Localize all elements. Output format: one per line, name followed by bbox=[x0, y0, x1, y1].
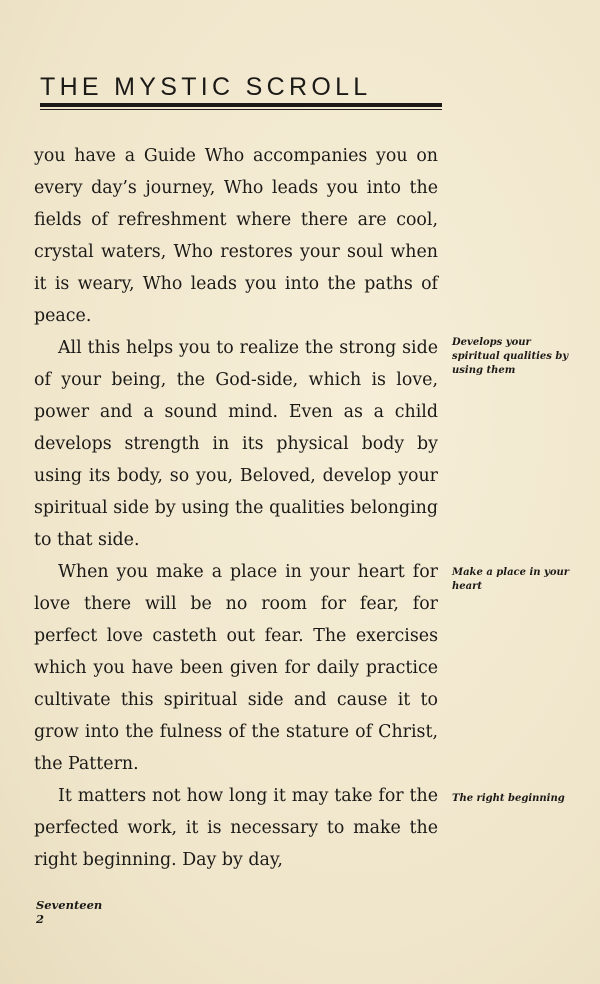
header-rule-thick bbox=[40, 103, 442, 107]
margin-note-place-in-heart: Make a place in your heart bbox=[452, 567, 570, 592]
paragraph-4: It matters not how long it may take for the perfected work, it is necessary to make the right beginning. Day by day, bbox=[34, 786, 438, 870]
page-number-word: Seventeen bbox=[36, 898, 103, 912]
margin-note-right-beginning: The right beginning bbox=[452, 793, 565, 804]
running-header: THE MYSTIC SCROLL bbox=[40, 73, 372, 101]
header-rule-thin bbox=[40, 109, 442, 110]
paragraph-2: All this helps you to realize the strong side of your being, the God-side, which is love, power and a sound mind. Even as a child develops strength in its physical body by using its body, so you, Beloved, develop your spiritual side by using the qualities belonging to that side. bbox=[34, 338, 438, 550]
margin-note-spiritual-qualities: Develops your spiritual qualities by using them bbox=[452, 337, 569, 376]
body-text bbox=[34, 140, 438, 876]
signature-mark: 2 bbox=[36, 912, 45, 926]
paragraph-1: you have a Guide Who accompanies you on every day’s journey, Who leads you into the fields of refreshment where there are cool, crystal waters, Who restores your soul when it is weary, Who leads you into the paths of peace. bbox=[34, 146, 438, 326]
paragraph-3: When you make a place in your heart for love there will be no room for fear, for perfect love casteth out fear. The exercises which you have been given for daily practice cultivate this spiritual side and cause it to grow into the fulness of the stature of Christ, the Pattern. bbox=[34, 562, 438, 774]
